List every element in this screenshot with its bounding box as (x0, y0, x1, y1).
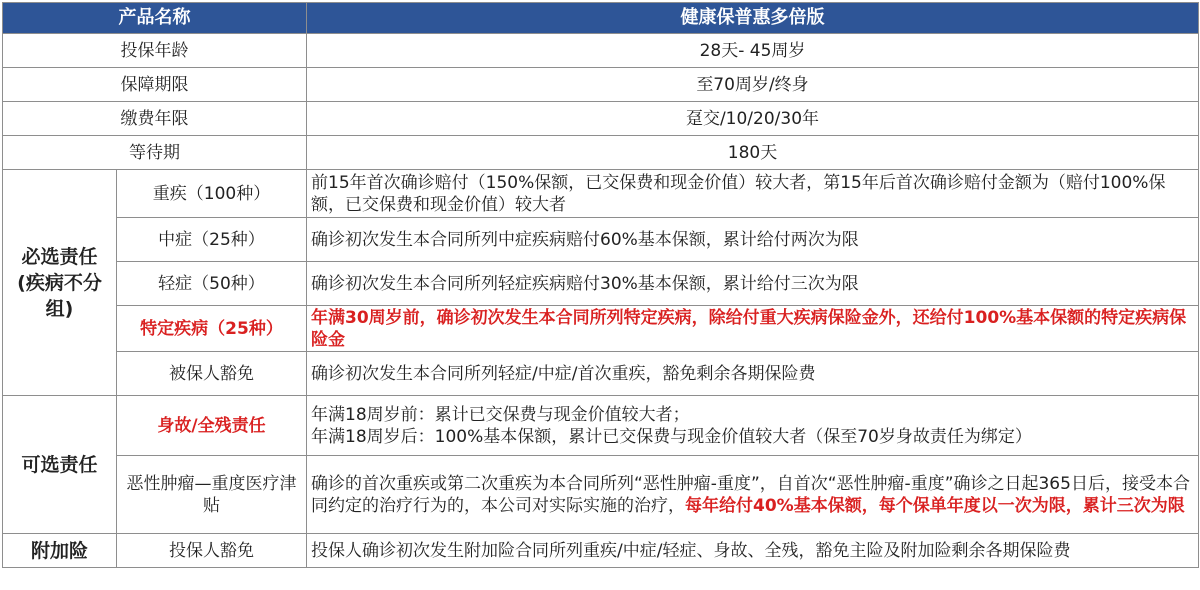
header-row (3, 3, 1199, 34)
required-group-label: 必选责任 (疾病不分 组) (3, 170, 117, 396)
row-term (3, 68, 1199, 102)
pay-value: 趸交/10/20/30年 (307, 102, 1199, 136)
critical-label: 重疾（100种） (117, 170, 307, 218)
rider-value: 投保人确诊初次发生附加险合同所列重疾/中症/轻症、身故、全残，豁免主险及附加险剩余各期保险费 (307, 534, 1199, 568)
row-critical (3, 170, 1199, 218)
waiver-value: 确诊初次发生本合同所列轻症/中症/首次重疾，豁免剩余各期保险费 (307, 352, 1199, 396)
waiver-label: 被保人豁免 (117, 352, 307, 396)
row-wait (3, 136, 1199, 170)
mild-label: 轻症（50种） (117, 262, 307, 306)
row-death (3, 396, 1199, 456)
row-mild (3, 262, 1199, 306)
row-cancer (3, 456, 1199, 534)
specific-label: 特定疾病（25种） (117, 306, 307, 352)
medium-value: 确诊初次发生本合同所列中症疾病赔付60%基本保额，累计给付两次为限 (307, 218, 1199, 262)
pay-label: 缴费年限 (3, 102, 307, 136)
optional-group-label: 可选责任 (3, 396, 117, 534)
term-label: 保障期限 (3, 68, 307, 102)
product-comparison-table (2, 2, 1199, 568)
age-label: 投保年龄 (3, 34, 307, 68)
mild-value: 确诊初次发生本合同所列轻症疾病赔付30%基本保额，累计给付三次为限 (307, 262, 1199, 306)
cancer-value-plain: 确诊的首次重疾或第二次重疾为本合同所列“恶性肿瘤-重度”，自首次“恶性肿瘤-重度”确诊之日起365日后，接受本合同约定的治疗行为的，本公司对实际实施的治疗， (311, 473, 1190, 516)
critical-value: 前15年首次确诊赔付（150%保额，已交保费和现金价值）较大者，第15年后首次确诊赔付金额为（赔付100%保额，已交保费和现金价值）较大者 (307, 170, 1199, 218)
term-value: 至70周岁/终身 (307, 68, 1199, 102)
wait-value: 180天 (307, 136, 1199, 170)
medium-label: 中症（25种） (117, 218, 307, 262)
cancer-value-highlight: 每年给付40%基本保额，每个保单年度以一次为限，累计三次为限 (685, 495, 1185, 516)
header-product-value: 健康保普惠多倍版 (307, 3, 1199, 34)
rider-group-label: 附加险 (3, 534, 117, 568)
wait-label: 等待期 (3, 136, 307, 170)
death-label: 身故/全残责任 (117, 396, 307, 456)
death-line-2: 年满18周岁后：100%基本保额，累计已交保费与现金价值较大者（保至70岁身故责任为绑定） (311, 426, 1032, 447)
death-value (307, 396, 1199, 456)
row-rider (3, 534, 1199, 568)
specific-value: 年满30周岁前，确诊初次发生本合同所列特定疾病，除给付重大疾病保险金外，还给付100%基本保额的特定疾病保险金 (307, 306, 1199, 352)
header-product-name: 产品名称 (3, 3, 307, 34)
cancer-value (307, 456, 1199, 534)
row-waiver (3, 352, 1199, 396)
row-medium (3, 218, 1199, 262)
death-line-1: 年满18周岁前：累计已交保费与现金价值较大者； (311, 404, 690, 425)
age-value: 28天- 45周岁 (307, 34, 1199, 68)
row-specific (3, 306, 1199, 352)
cancer-label: 恶性肿瘤—重度医疗津贴 (117, 456, 307, 534)
rider-label: 投保人豁免 (117, 534, 307, 568)
row-age (3, 34, 1199, 68)
row-pay (3, 102, 1199, 136)
